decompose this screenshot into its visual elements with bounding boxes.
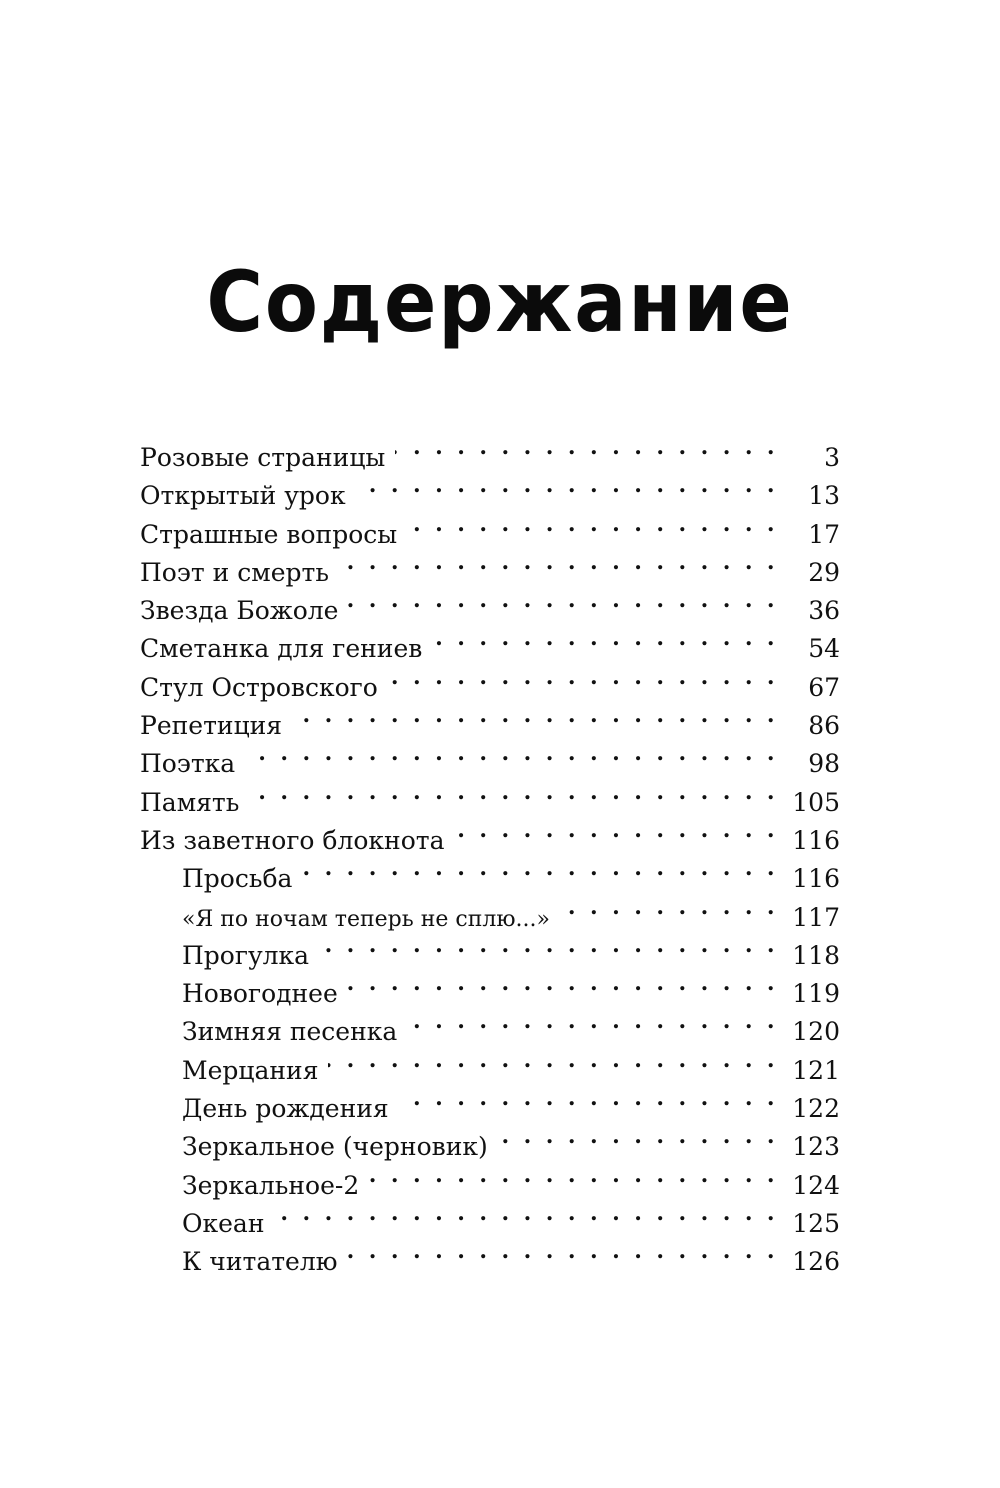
dot-leader bbox=[388, 658, 778, 696]
dot-leader bbox=[560, 888, 778, 926]
toc-entry-page-number: 67 bbox=[808, 672, 840, 702]
toc-entry-title: Розовые страницы bbox=[140, 443, 386, 472]
toc-entry-title: Зеркальное (черновик) bbox=[182, 1132, 488, 1162]
toc-entry-page-number: 122 bbox=[792, 1094, 840, 1124]
toc-entry-page-number: 118 bbox=[792, 940, 840, 970]
toc-entry-page-number: 126 bbox=[792, 1247, 840, 1277]
dot-leader bbox=[407, 505, 778, 543]
dot-leader bbox=[348, 1232, 779, 1270]
dot-leader bbox=[348, 964, 778, 1002]
toc-entry-title: Из заветного блокнота bbox=[140, 825, 445, 855]
toc-entry[interactable] bbox=[140, 428, 840, 472]
dot-leader bbox=[249, 773, 778, 811]
toc-entry-title: Мерцания bbox=[182, 1055, 319, 1085]
toc-entry-title: Зеркальное-2 bbox=[182, 1170, 360, 1200]
toc-entry-page-number: 36 bbox=[808, 596, 840, 626]
dot-leader bbox=[339, 543, 778, 581]
dot-leader bbox=[407, 1002, 778, 1040]
toc-entry-title: Страшные вопросы bbox=[140, 519, 398, 549]
dot-leader bbox=[455, 811, 779, 849]
toc-entry-title: «Я по ночам теперь не сплю...» bbox=[182, 906, 550, 932]
toc-entry-title: Сметанка для гениев bbox=[140, 634, 423, 664]
toc-entry-page-number: 86 bbox=[808, 711, 840, 741]
toc-entry-page-number: 17 bbox=[808, 519, 840, 549]
dot-leader bbox=[356, 466, 778, 504]
dot-leader bbox=[395, 428, 778, 466]
toc-entry-title: Открытый урок bbox=[140, 481, 346, 511]
dot-leader bbox=[432, 619, 778, 657]
toc-entry-page-number: 120 bbox=[792, 1017, 840, 1047]
toc-entry-title: К читателю bbox=[182, 1247, 338, 1277]
dot-leader bbox=[319, 926, 778, 964]
dot-leader bbox=[245, 734, 778, 772]
dot-leader bbox=[328, 1041, 778, 1079]
toc-entry-page-number: 121 bbox=[792, 1055, 840, 1085]
toc-entry-page-number: 98 bbox=[808, 749, 840, 779]
toc-entry-title: Репетиция bbox=[140, 711, 283, 741]
toc-entry-title: День рождения bbox=[182, 1094, 389, 1124]
toc-entry-page-number: 116 bbox=[792, 864, 840, 894]
toc-entry-page-number: 13 bbox=[808, 481, 840, 511]
dot-leader bbox=[369, 1156, 778, 1194]
toc-entry-page-number: 125 bbox=[792, 1208, 840, 1238]
toc-entry-title: Звезда Божоле bbox=[140, 596, 339, 626]
toc-entry-page-number: 124 bbox=[792, 1170, 840, 1200]
dot-leader bbox=[348, 581, 778, 619]
toc-entry-title: Прогулка bbox=[182, 940, 310, 970]
toc-entry-title: Стул Островского bbox=[140, 672, 378, 702]
table-of-contents bbox=[140, 428, 840, 1277]
dot-leader bbox=[302, 849, 778, 887]
toc-entry-title: Просьба bbox=[182, 864, 293, 894]
toc-entry-page-number: 123 bbox=[792, 1132, 840, 1162]
toc-entry-title: Память bbox=[140, 787, 240, 817]
dot-leader bbox=[274, 1194, 778, 1232]
toc-entry-page-number: 116 bbox=[792, 825, 840, 855]
toc-entry-page-number: 119 bbox=[792, 979, 840, 1009]
page-title: Содержание bbox=[206, 253, 794, 352]
dot-leader bbox=[292, 696, 778, 734]
toc-entry-title: Зимняя песенка bbox=[182, 1017, 398, 1047]
toc-entry-page-number: 117 bbox=[792, 902, 840, 932]
toc-entry-page-number: 54 bbox=[808, 634, 840, 664]
toc-entry-page-number: 29 bbox=[808, 557, 840, 587]
toc-entry-page-number: 3 bbox=[824, 443, 840, 472]
toc-entry[interactable] bbox=[140, 734, 840, 779]
toc-entry-title: Новогоднее bbox=[182, 979, 338, 1009]
toc-entry-title: Поэтка bbox=[140, 749, 236, 779]
toc-entry-title: Поэт и смерть bbox=[140, 557, 329, 587]
dot-leader bbox=[498, 1117, 778, 1155]
toc-entry-page-number: 105 bbox=[792, 787, 840, 817]
dot-leader bbox=[399, 1079, 778, 1117]
toc-entry-title: Океан bbox=[182, 1208, 265, 1238]
